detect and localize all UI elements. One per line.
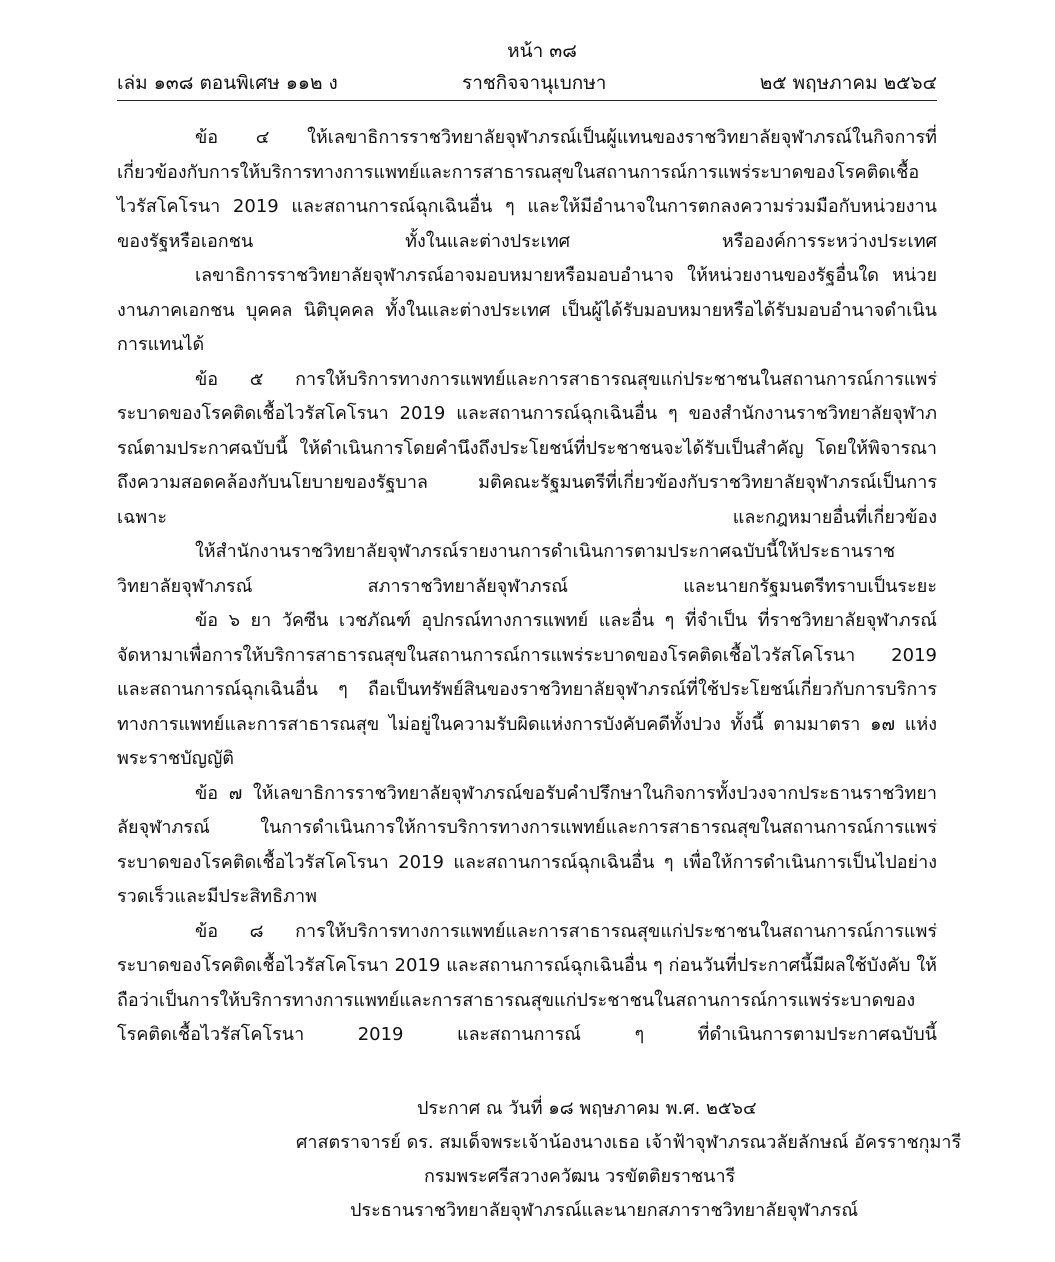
header-date: ๒๕ พฤษภาคม ๒๕๖๔ — [759, 72, 937, 94]
signatory-name: ศาสตราจารย์ ดร. สมเด็จพระเจ้าน้องนางเธอ เจ้าฟ้าจุฬาภรณวลัยลักษณ์ อัครราชกุมารี — [296, 1132, 962, 1153]
signatory-royal-title: กรมพระศรีสวางควัฒน วรขัตติยราชนารี — [424, 1166, 736, 1187]
gazette-header — [117, 66, 937, 101]
clause-7: ข้อ ๗ ให้เลขาธิการราชวิทยาลัยจุฬาภรณ์ขอรับคำปรึกษาในกิจการทั้งปวงจากประธานราชวิทยาลัยจุฬาภรณ์ ในการดำเนินการให้การบริการทางการแพทย์และการสาธารณสุขในสถานการณ์การแพร่ระบาดของโรคติดเชื้อไวรัสโคโรนา 2019 และสถานการณ์ฉุกเฉินอื่น ๆ เพื่อให้การดำเนินการเป็นไปอย่างรวดเร็วและมีประสิทธิภาพ — [117, 782, 937, 907]
document-body — [117, 121, 937, 1053]
header-volume-issue: เล่ม ๑๓๘ ตอนพิเศษ ๑๑๒ ง — [117, 72, 338, 94]
signatory-position: ประธานราชวิทยาลัยจุฬาภรณ์และนายกสภาราชวิทยาลัยจุฬาภรณ์ — [350, 1200, 859, 1221]
clause-6: ข้อ ๖ ยา วัคซีน เวชภัณฑ์ อุปกรณ์ทางการแพทย์ และอื่น ๆ ที่จำเป็น ที่ราชวิทยาลัยจุฬาภรณ์จัดหามาเพื่อการให้บริการสาธารณสุขในสถานการณ์การแพร่ระบาดของโรคติดเชื้อไวรัสโคโรนา 2019 และสถานการณ์ฉุกเฉินอื่น ๆ ถือเป็นทรัพย์สินของราชวิทยาลัยจุฬาภรณ์ที่ใช้ประโยชน์เกี่ยวกับการบริการทางการแพทย์และการสาธารณสุข ไม่อยู่ในความรับผิดแห่งการบังคับคดีทั้งปวง ทั้งนี้ ตามมาตรา ๑๗ แห่งพระราชบัญญัติ — [117, 610, 937, 769]
clause-4-delegation: เลขาธิการราชวิทยาลัยจุฬาภรณ์อาจมอบหมายหรือมอบอำนาจ ให้หน่วยงานของรัฐอื่นใด หน่วยงานภาคเอกชน บุคคล นิติบุคคล ทั้งในและต่างประเทศ เป็นผู้ได้รับมอบหมายหรือได้รับมอบอำนาจดำเนินการแทนได้ — [117, 265, 937, 355]
clause-5-reporting: ให้สำนักงานราชวิทยาลัยจุฬาภรณ์รายงานการดำเนินการตามประกาศฉบับนี้ให้ประธานราชวิทยาลัยจุฬาภรณ์ สภาราชวิทยาลัยจุฬาภรณ์ และนายกรัฐมนตรีทราบเป็นระยะ — [117, 541, 937, 597]
clause-4: ข้อ ๔ ให้เลขาธิการราชวิทยาลัยจุฬาภรณ์เป็นผู้แทนของราชวิทยาลัยจุฬาภรณ์ในกิจการที่เกี่ยวข้องกับการให้บริการทางการแพทย์และการสาธารณสุขในสถานการณ์การแพร่ระบาดของโรคติดเชื้อไวรัสโคโรนา 2019 และสถานการณ์ฉุกเฉินอื่น ๆ และให้มีอำนาจในการตกลงความร่วมมือกับหน่วยงานของรัฐหรือเอกชน ทั้งในและต่างประเทศ หรือองค์การระหว่างประเทศ — [117, 127, 937, 252]
clause-5: ข้อ ๕ การให้บริการทางการแพทย์และการสาธารณสุขแก่ประชาชนในสถานการณ์การแพร่ระบาดของโรคติดเชื้อไวรัสโคโรนา 2019 และสถานการณ์ฉุกเฉินอื่น ๆ ของสำนักงานราชวิทยาลัยจุฬาภรณ์ตามประกาศฉบับนี้ ให้ดำเนินการโดยคำนึงถึงประโยชน์ที่ประชาชนจะได้รับเป็นสำคัญ โดยให้พิจารณาถึงความสอดคล้องกับนโยบายของรัฐบาล มติคณะรัฐมนตรีที่เกี่ยวข้องกับราชวิทยาลัยจุฬาภรณ์เป็นการเฉพาะ และกฎหมายอื่นที่เกี่ยวข้อง — [117, 368, 937, 528]
document-page — [117, 36, 937, 1053]
header-gazette-title: ราชกิจจานุเบกษา — [462, 72, 607, 94]
page-number: หน้า ๓๘ — [507, 40, 577, 62]
clause-8: ข้อ ๘ การให้บริการทางการแพทย์และการสาธารณสุขแก่ประชาชนในสถานการณ์การแพร่ระบาดของโรคติดเชื้อไวรัสโคโรนา 2019 และสถานการณ์ฉุกเฉินอื่น ๆ ก่อนวันที่ประกาศนี้มีผลใช้บังคับ ให้ถือว่าเป็นการให้บริการทางการแพทย์และการสาธารณสุขแก่ประชาชนในสถานการณ์การแพร่ระบาดของโรคติดเชื้อไวรัสโคโรนา 2019 และสถานการณ์ ๆ ที่ดำเนินการตามประกาศฉบับนี้ — [117, 920, 937, 1045]
announcement-date: ประกาศ ณ วันที่ ๑๘ พฤษภาคม พ.ศ. ๒๕๖๔ — [417, 1098, 757, 1119]
